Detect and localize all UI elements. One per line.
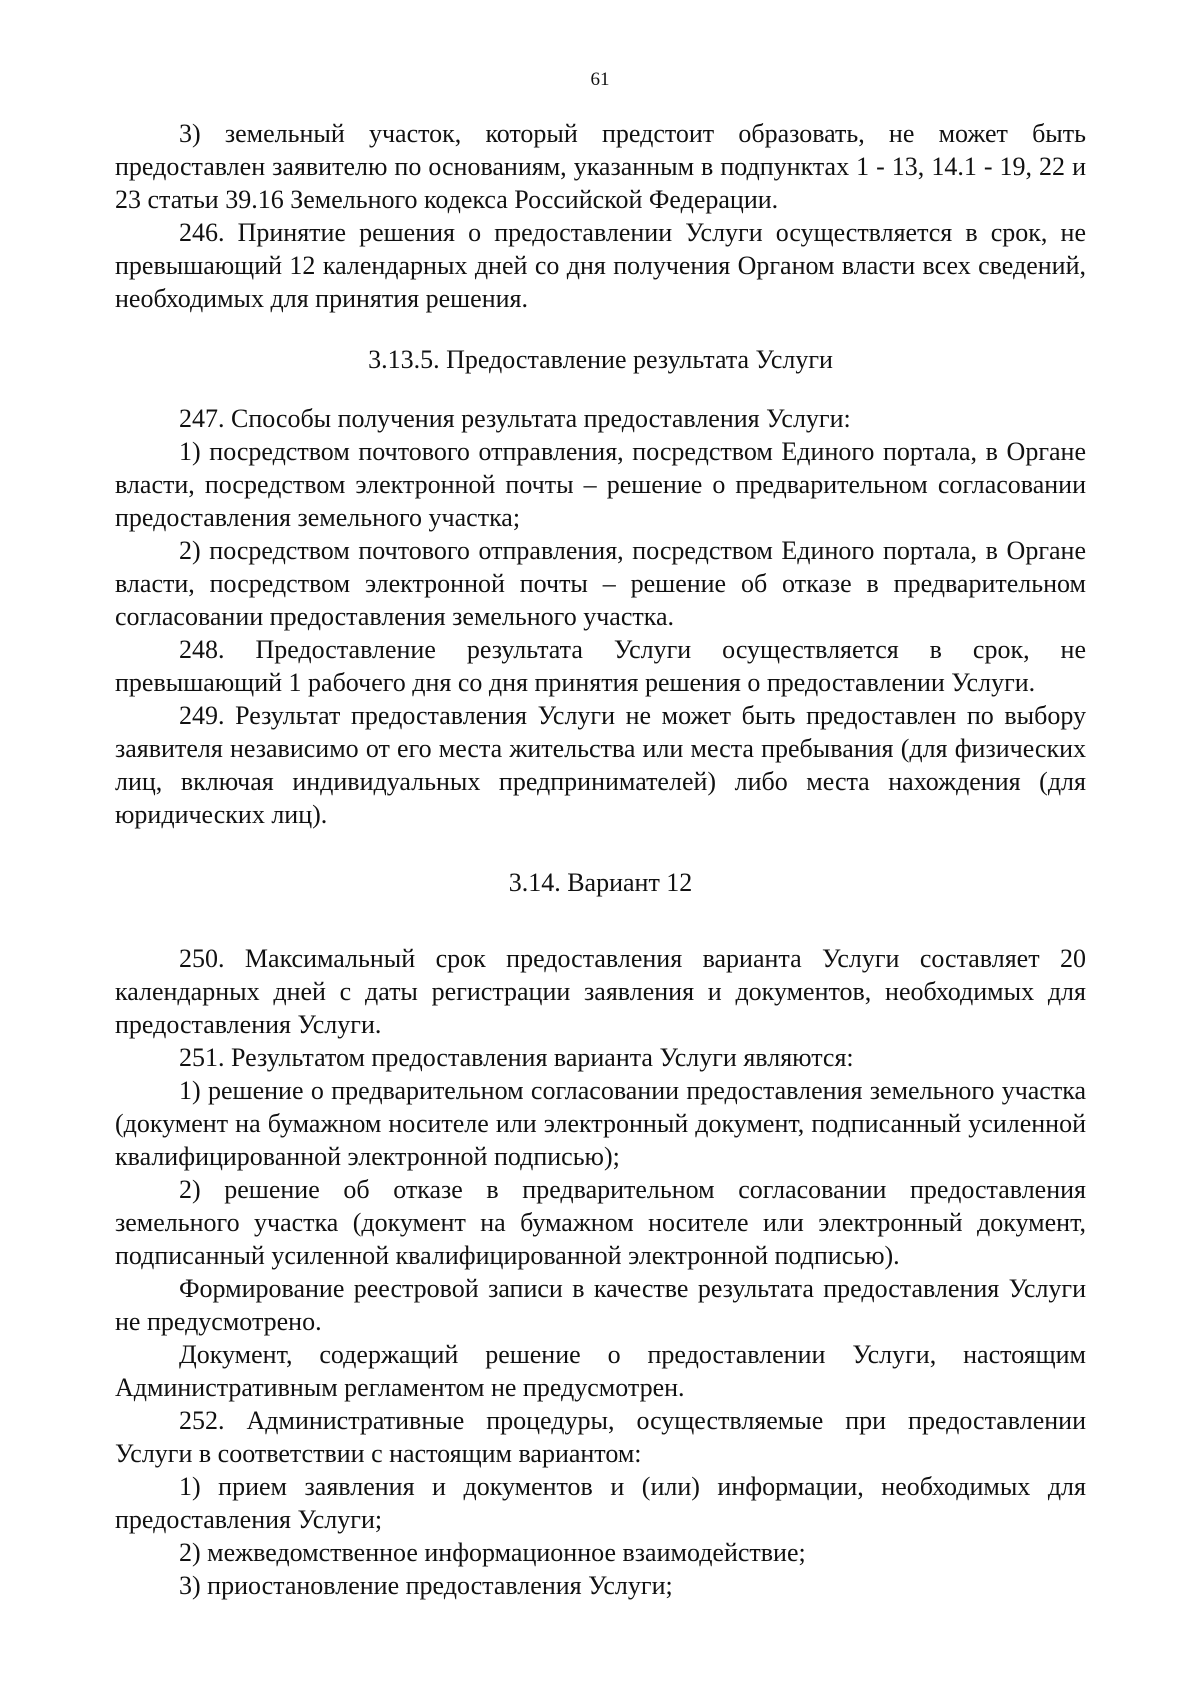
- paragraph-item-3-land-plot: 3) земельный участок, который предстоит образовать, не может быть предоставлен заявителю по основаниям, указанным в подпунктах 1 - 13, 14.1 - 19, 22 и 23 статьи 39.16 Земельного кодекса Российской Федерации.: [115, 119, 1086, 214]
- paragraph-247-item-1: 1) посредством почтового отправления, посредством Единого портала, в Органе власти, посредством электронной почты – решение о предварительном согласовании предоставления земельного участка;: [115, 437, 1086, 532]
- paragraph-252-item-3: 3) приостановление предоставления Услуги;: [179, 1571, 673, 1600]
- paragraph-registry-record: Формирование реестровой записи в качестве результата предоставления Услуги не предусмотрено.: [115, 1274, 1086, 1336]
- document-body: [115, 117, 1086, 1602]
- page-number: 61: [590, 69, 610, 90]
- paragraph-252-item-2: 2) межведомственное информационное взаимодействие;: [179, 1538, 806, 1567]
- paragraph-252: 252. Административные процедуры, осуществляемые при предоставлении Услуги в соответствии с настоящим вариантом:: [115, 1406, 1086, 1468]
- paragraph-250: 250. Максимальный срок предоставления варианта Услуги составляет 20 календарных дней с даты регистрации заявления и документов, необходимых для предоставления Услуги.: [115, 944, 1086, 1039]
- paragraph-252-item-1: 1) прием заявления и документов и (или) информации, необходимых для предоставления Услуги;: [115, 1472, 1086, 1534]
- section-heading-3-14: 3.14. Вариант 12: [508, 868, 693, 897]
- paragraph-247: 247. Способы получения результата предоставления Услуги:: [179, 404, 851, 433]
- paragraph-decision-document: Документ, содержащий решение о предоставлении Услуги, настоящим Административным регламентом не предусмотрен.: [115, 1340, 1086, 1402]
- section-heading-3-13-5: 3.13.5. Предоставление результата Услуги: [368, 345, 833, 374]
- paragraph-246: 246. Принятие решения о предоставлении Услуги осуществляется в срок, не превышающий 12 календарных дней со дня получения Органом власти всех сведений, необходимых для принятия решения.: [115, 218, 1086, 313]
- paragraph-251-item-2: 2) решение об отказе в предварительном согласовании предоставления земельного участка (документ на бумажном носителе или электронный документ, подписанный усиленной квалифицированной электронной подписью).: [115, 1175, 1086, 1270]
- paragraph-251: 251. Результатом предоставления варианта Услуги являются:: [179, 1043, 854, 1072]
- paragraph-249: 249. Результат предоставления Услуги не может быть предоставлен по выбору заявителя независимо от его места жительства или места пребывания (для физических лиц, включая индивидуальных предпринимателей) либо места нахождения (для юридических лиц).: [115, 701, 1086, 829]
- paragraph-247-item-2: 2) посредством почтового отправления, посредством Единого портала, в Органе власти, посредством электронной почты – решение об отказе в предварительном согласовании предоставления земельного участка.: [115, 536, 1086, 631]
- paragraph-248: 248. Предоставление результата Услуги осуществляется в срок, не превышающий 1 рабочего дня со дня принятия решения о предоставлении Услуги.: [115, 635, 1086, 697]
- paragraph-251-item-1: 1) решение о предварительном согласовании предоставления земельного участка (документ на бумажном носителе или электронный документ, подписанный усиленной квалифицированной электронной подписью);: [115, 1076, 1086, 1171]
